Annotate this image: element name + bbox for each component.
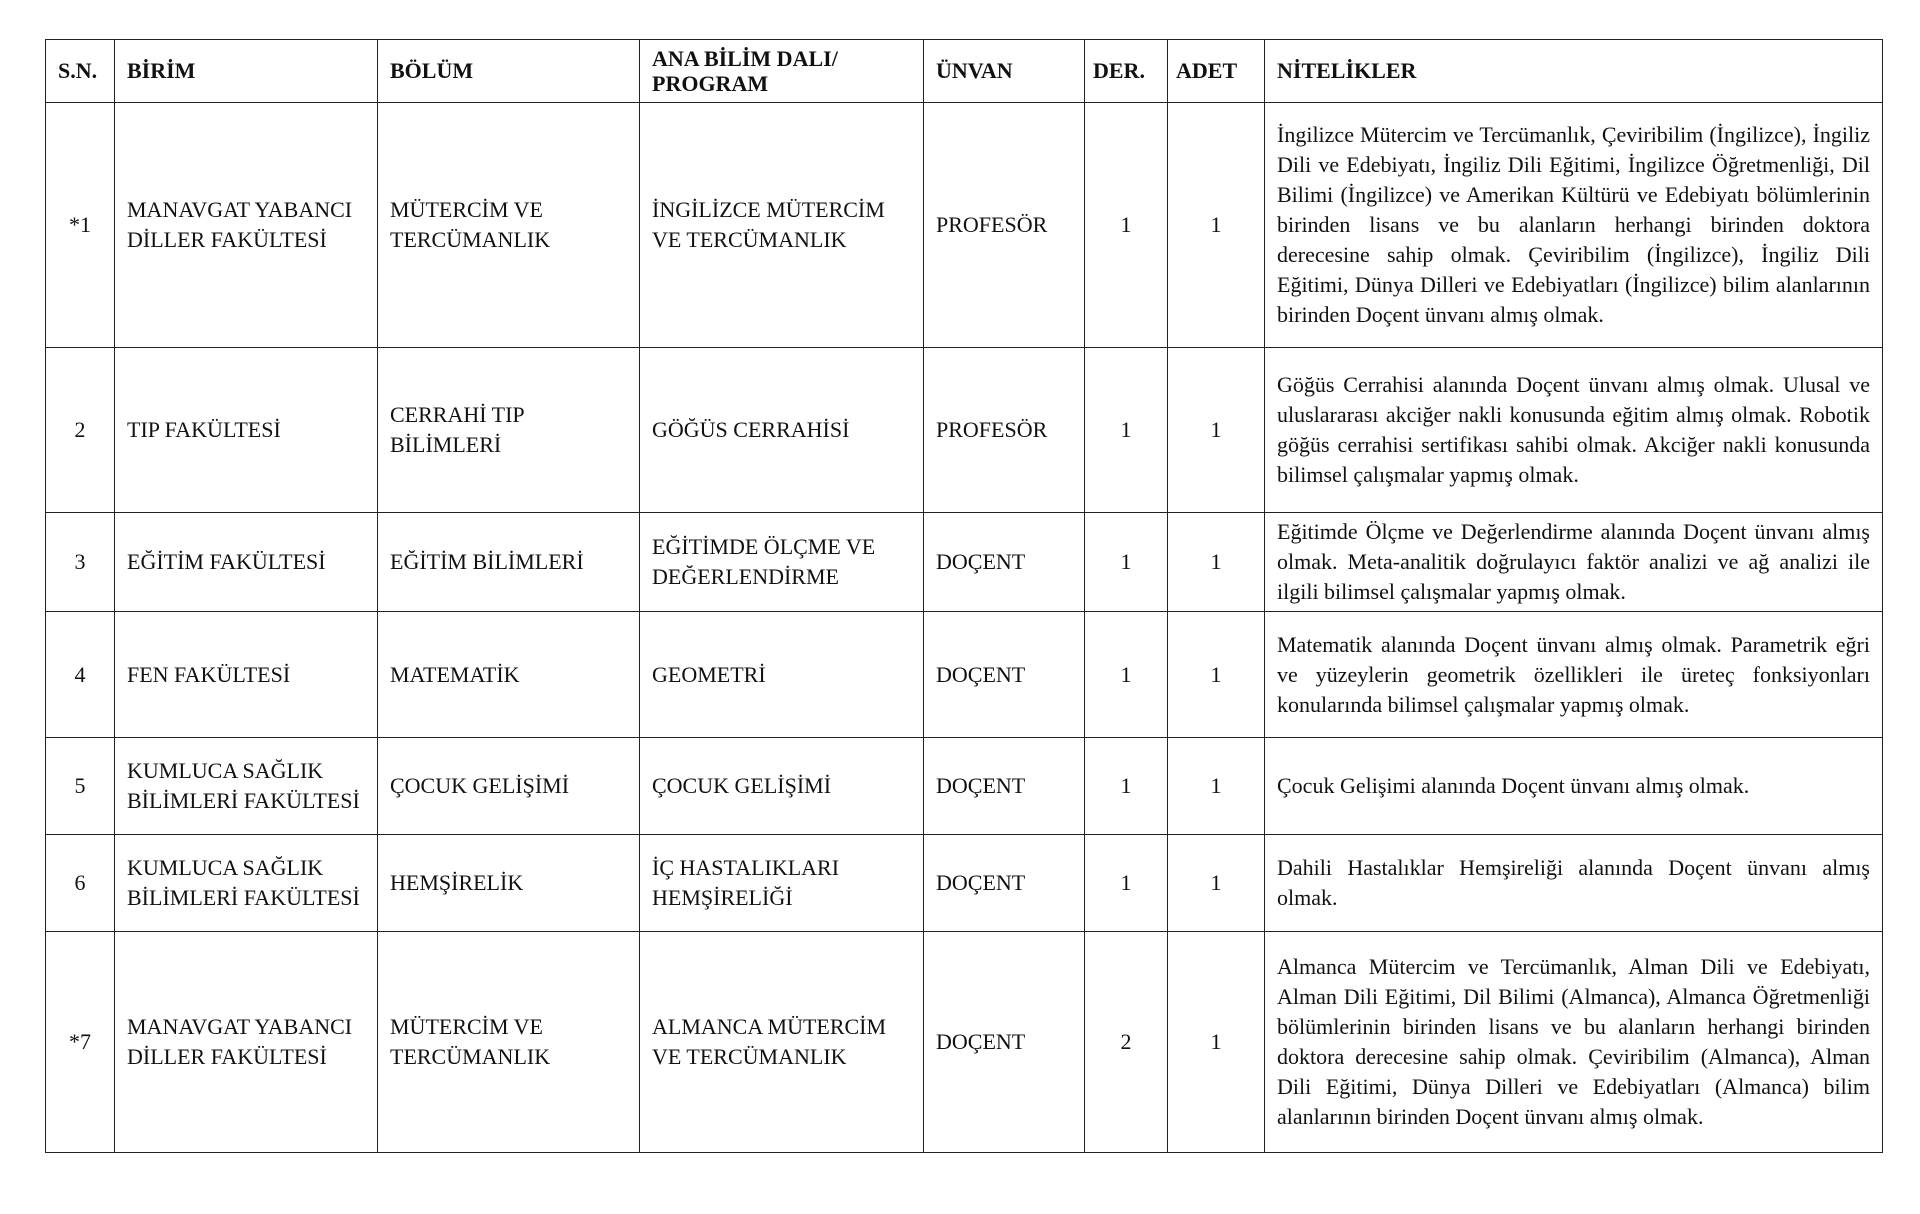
cell-nitelikler: Çocuk Gelişimi alanında Doçent ünvanı almış olmak.: [1265, 738, 1883, 835]
cell-adet: 1: [1168, 513, 1265, 612]
header-adet: ADET: [1168, 40, 1265, 103]
cell-abd: İNGİLİZCE MÜTERCİM VE TERCÜMANLIK: [640, 103, 924, 348]
cell-abd: ÇOCUK GELİŞİMİ: [640, 738, 924, 835]
cell-unvan: DOÇENT: [924, 738, 1085, 835]
cell-unvan: PROFESÖR: [924, 348, 1085, 513]
header-birim: BİRİM: [115, 40, 378, 103]
cell-birim: FEN FAKÜLTESİ: [115, 612, 378, 738]
cell-unvan: DOÇENT: [924, 835, 1085, 932]
cell-abd: EĞİTİMDE ÖLÇME VE DEĞERLENDİRME: [640, 513, 924, 612]
header-sn: S.N.: [46, 40, 115, 103]
cell-abd: GÖĞÜS CERRAHİSİ: [640, 348, 924, 513]
table-row: [46, 513, 1883, 612]
cell-nitelikler: Dahili Hastalıklar Hemşireliği alanında Doçent ünvanı almış olmak.: [1265, 835, 1883, 932]
header-unvan: ÜNVAN: [924, 40, 1085, 103]
table-row: [46, 103, 1883, 348]
cell-unvan: DOÇENT: [924, 612, 1085, 738]
cell-nitelikler: İngilizce Mütercim ve Tercümanlık, Çeviribilim (İngilizce), İngiliz Dili ve Edebiyatı, İngiliz Dili Eğitimi, İngilizce Öğretmenliği, Dil Bilimi (İngilizce) ve Amerikan Kültürü ve Edebiyatı bölümlerinin birinden lisans ve bu alanların herhangi birinden doktora derecesine sahip olmak. Çeviribilim (İngilizce), İngiliz Dili Eğitimi, Dünya Dilleri ve Edebiyatları (İngilizce) bilim alanlarının birinden Doçent ünvanı almış olmak.: [1265, 103, 1883, 348]
header-der: DER.: [1085, 40, 1168, 103]
cell-bolum: ÇOCUK GELİŞİMİ: [378, 738, 640, 835]
cell-bolum: CERRAHİ TIP BİLİMLERİ: [378, 348, 640, 513]
cell-abd: ALMANCA MÜTERCİM VE TERCÜMANLIK: [640, 932, 924, 1153]
cell-nitelikler: Eğitimde Ölçme ve Değerlendirme alanında Doçent ünvanı almış olmak. Meta-analitik doğrulayıcı faktör analizi ve ağ analizi ile ilgili bilimsel çalışmalar yapmış olmak.: [1265, 513, 1883, 612]
cell-sn: 4: [46, 612, 115, 738]
positions-table: [45, 39, 1883, 1153]
cell-der: 1: [1085, 835, 1168, 932]
cell-birim: KUMLUCA SAĞLIK BİLİMLERİ FAKÜLTESİ: [115, 738, 378, 835]
cell-birim: TIP FAKÜLTESİ: [115, 348, 378, 513]
cell-unvan: DOÇENT: [924, 513, 1085, 612]
cell-adet: 1: [1168, 103, 1265, 348]
cell-nitelikler: Göğüs Cerrahisi alanında Doçent ünvanı almış olmak. Ulusal ve uluslararası akciğer nakli konusunda eğitim almış olmak. Robotik göğüs cerrahisi sertifikası sahibi olmak. Akciğer nakli konusunda bilimsel çalışmalar yapmış olmak.: [1265, 348, 1883, 513]
cell-birim: MANAVGAT YABANCI DİLLER FAKÜLTESİ: [115, 932, 378, 1153]
cell-sn: 3: [46, 513, 115, 612]
header-abd: ANA BİLİM DALI/ PROGRAM: [640, 40, 924, 103]
cell-der: 1: [1085, 348, 1168, 513]
cell-sn: 6: [46, 835, 115, 932]
cell-abd: GEOMETRİ: [640, 612, 924, 738]
table-row: [46, 932, 1883, 1153]
cell-der: 1: [1085, 513, 1168, 612]
cell-birim: EĞİTİM FAKÜLTESİ: [115, 513, 378, 612]
table-row: [46, 835, 1883, 932]
cell-sn: 5: [46, 738, 115, 835]
cell-der: 2: [1085, 932, 1168, 1153]
cell-bolum: MATEMATİK: [378, 612, 640, 738]
cell-sn: 2: [46, 348, 115, 513]
table-row: [46, 738, 1883, 835]
cell-unvan: DOÇENT: [924, 932, 1085, 1153]
header-row: [46, 40, 1883, 103]
table-row: [46, 612, 1883, 738]
cell-der: 1: [1085, 738, 1168, 835]
cell-bolum: EĞİTİM BİLİMLERİ: [378, 513, 640, 612]
header-nitelikler: NİTELİKLER: [1265, 40, 1883, 103]
cell-unvan: PROFESÖR: [924, 103, 1085, 348]
cell-der: 1: [1085, 612, 1168, 738]
cell-adet: 1: [1168, 612, 1265, 738]
cell-sn: *7: [46, 932, 115, 1153]
cell-adet: 1: [1168, 738, 1265, 835]
cell-adet: 1: [1168, 932, 1265, 1153]
cell-der: 1: [1085, 103, 1168, 348]
cell-sn: *1: [46, 103, 115, 348]
cell-adet: 1: [1168, 835, 1265, 932]
cell-birim: KUMLUCA SAĞLIK BİLİMLERİ FAKÜLTESİ: [115, 835, 378, 932]
cell-bolum: HEMŞİRELİK: [378, 835, 640, 932]
cell-adet: 1: [1168, 348, 1265, 513]
header-bolum: BÖLÜM: [378, 40, 640, 103]
cell-bolum: MÜTERCİM VE TERCÜMANLIK: [378, 932, 640, 1153]
cell-bolum: MÜTERCİM VE TERCÜMANLIK: [378, 103, 640, 348]
cell-nitelikler: Matematik alanında Doçent ünvanı almış olmak. Parametrik eğri ve yüzeylerin geometrik özellikleri ile üreteç fonksiyonları konularında bilimsel çalışmalar yapmış olmak.: [1265, 612, 1883, 738]
cell-abd: İÇ HASTALIKLARI HEMŞİRELİĞİ: [640, 835, 924, 932]
cell-nitelikler: Almanca Mütercim ve Tercümanlık, Alman Dili ve Edebiyatı, Alman Dili Eğitimi, Dil Bilimi (Almanca), Almanca Öğretmenliği bölümlerinin birinden lisans ve bu alanların herhangi birinden doktora derecesine sahip olmak. Çeviribilim (Almanca), Alman Dili Eğitimi, Dünya Dilleri ve Edebiyatları (Almanca) bilim alanlarının birinden Doçent ünvanı almış olmak.: [1265, 932, 1883, 1153]
cell-birim: MANAVGAT YABANCI DİLLER FAKÜLTESİ: [115, 103, 378, 348]
table-row: [46, 348, 1883, 513]
